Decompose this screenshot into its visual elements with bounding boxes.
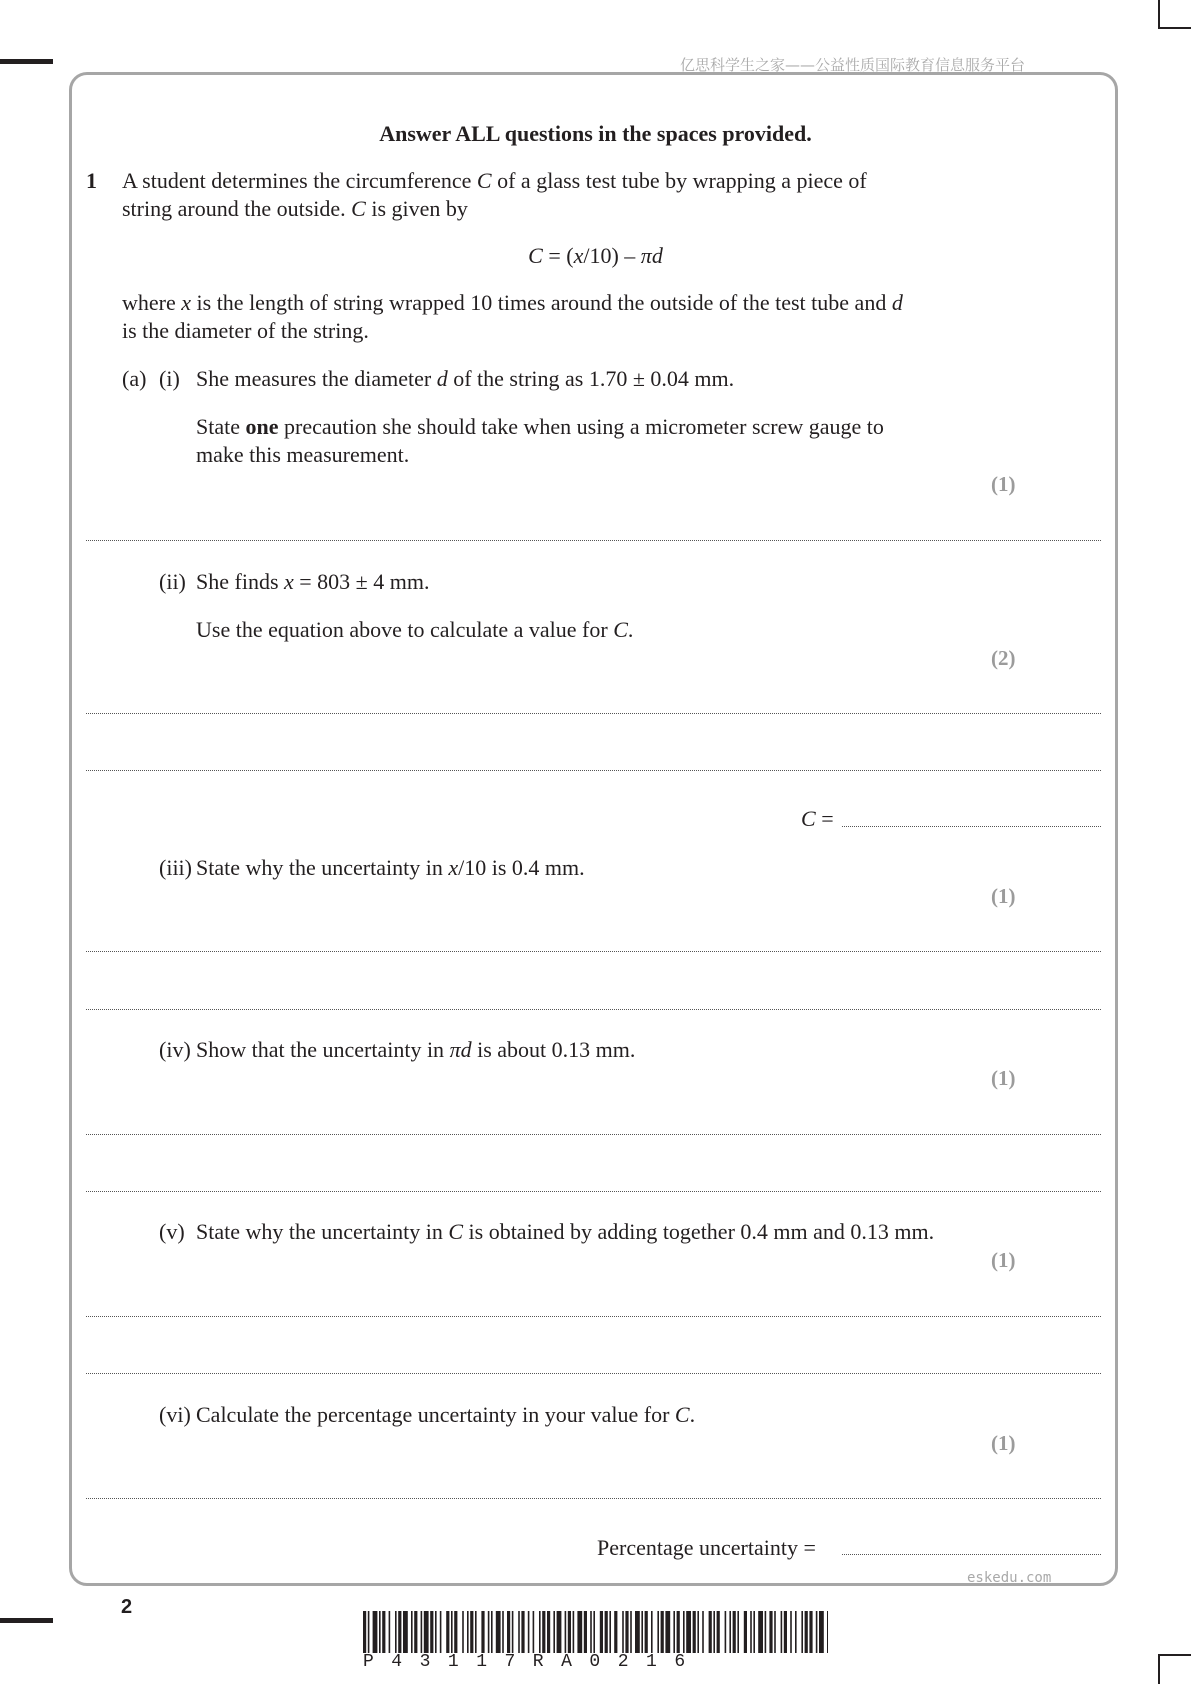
barcode-bar [673, 1611, 675, 1653]
part-i-marks: (1) [991, 472, 1016, 496]
crop-mark-bottom-right-h [1158, 1654, 1191, 1656]
barcode-bar [424, 1611, 429, 1653]
barcode-bar [547, 1611, 550, 1653]
barcode-bar [584, 1611, 587, 1653]
equation: C = (x/10) – πd [528, 243, 663, 268]
barcode-bar [557, 1611, 562, 1653]
barcode-bar [368, 1611, 370, 1653]
barcode-bar [573, 1611, 575, 1653]
barcode-bar [454, 1611, 457, 1653]
crop-mark-bottom-right [1158, 1654, 1160, 1684]
barcode-bar [382, 1611, 385, 1653]
barcode-bar [801, 1611, 803, 1653]
part-iv-label: (iv) [159, 1037, 191, 1062]
answer-line-ii-1[interactable] [86, 713, 1101, 714]
barcode-bar [784, 1611, 787, 1653]
barcode-bar [565, 1611, 567, 1653]
barcode-bar [496, 1611, 501, 1653]
barcode-bar [737, 1611, 739, 1653]
part-ii-task: Use the equation above to calculate a value for C. [196, 617, 634, 642]
part-ii-text: She finds x = 803 ± 4 mm. [196, 569, 430, 594]
answer-label-c: C = [801, 806, 834, 831]
where-line2: is the diameter of the string. [122, 318, 369, 343]
answer-line-v-2[interactable] [86, 1373, 1101, 1374]
barcode-bar [717, 1611, 720, 1653]
question-intro-line1: A student determines the circumference C of a glass test tube by wrapping a piece of [122, 168, 867, 193]
barcode-bar [816, 1611, 818, 1653]
part-vi-marks: (1) [991, 1431, 1016, 1455]
barcode-bar [446, 1611, 449, 1653]
barcode-bar [781, 1611, 783, 1653]
barcode-bar [819, 1611, 824, 1653]
barcode-bar [827, 1611, 828, 1653]
barcode-bar [600, 1611, 603, 1653]
barcode-bar [630, 1611, 632, 1653]
page-heading: Answer ALL questions in the spaces provided. [379, 121, 812, 146]
barcode-bar [769, 1611, 772, 1653]
barcode-bar [395, 1611, 397, 1653]
barcode-bar [765, 1611, 767, 1653]
barcode-bar [635, 1611, 640, 1653]
barcode-bar [512, 1611, 514, 1653]
barcode-bar [725, 1611, 727, 1653]
part-iv-marks: (1) [991, 1066, 1016, 1090]
part-ii-label: (ii) [159, 569, 186, 594]
barcode-bar [533, 1611, 535, 1653]
part-v-text: State why the uncertainty in C is obtained by adding together 0.4 mm and 0.13 mm. [196, 1219, 935, 1244]
barcode-bar [502, 1611, 504, 1653]
barcode-bar [774, 1611, 776, 1653]
barcode-bar [702, 1611, 704, 1653]
barcode-bar [758, 1611, 763, 1653]
barcode-bar [590, 1611, 592, 1653]
barcode-bar [488, 1611, 490, 1653]
barcode-bar [507, 1611, 510, 1653]
barcode-bar [665, 1611, 670, 1653]
answer-line-iii-1[interactable] [86, 951, 1101, 952]
barcode-bar [475, 1611, 477, 1653]
barcode-bar [411, 1611, 413, 1653]
barcode-bar [467, 1611, 469, 1653]
barcode-bar [805, 1611, 808, 1653]
answer-line-ii-2[interactable] [86, 770, 1101, 771]
barcode-bar [542, 1611, 545, 1653]
barcode-bar [651, 1611, 653, 1653]
barcode-bar [435, 1611, 437, 1653]
answer-line-i-1[interactable] [86, 540, 1101, 541]
barcode-bar [518, 1611, 520, 1653]
part-a-label: (a) [122, 366, 147, 391]
barcode-bar [451, 1611, 453, 1653]
barcode-bar [553, 1611, 555, 1653]
question-intro-line2: string around the outside. C is given by [122, 196, 468, 221]
barcode-bar [622, 1611, 624, 1653]
barcode-text: P43117RA0216 [363, 1652, 703, 1672]
barcode-bar [677, 1611, 680, 1653]
barcode-bar [657, 1611, 659, 1653]
barcode-bar [398, 1611, 401, 1653]
barcode-bar [641, 1611, 643, 1653]
barcode-bar [744, 1611, 747, 1653]
barcode-bar [593, 1611, 595, 1653]
barcode-bar [430, 1611, 433, 1653]
part-v-label: (v) [159, 1219, 185, 1244]
barcode-bar [697, 1611, 699, 1653]
barcode-bar [661, 1611, 664, 1653]
barcode-bar [521, 1611, 524, 1653]
part-i-text: She measures the diameter d of the string as 1.70 ± 0.04 mm. [196, 366, 735, 391]
part-iii-marks: (1) [991, 884, 1016, 908]
barcode-bar [539, 1611, 541, 1653]
part-ii-marks: (2) [991, 646, 1016, 670]
barcode-bar [790, 1611, 792, 1653]
barcode-bar [753, 1611, 755, 1653]
barcode-bar [373, 1611, 378, 1653]
barcode-bar [462, 1611, 464, 1653]
barcode-bar [750, 1611, 752, 1653]
barcode-bar [389, 1611, 391, 1653]
answer-field-c[interactable] [842, 826, 1101, 827]
part-i-task-line1: State one precaution she should take when using a micrometer screw gauge to [196, 414, 884, 439]
barcode-image [363, 1611, 828, 1653]
answer-field-percentage[interactable] [842, 1554, 1101, 1555]
part-iii-label: (iii) [159, 855, 192, 880]
margin-mark-top [0, 59, 53, 64]
barcode-bar [403, 1611, 408, 1653]
barcode-bar [528, 1611, 530, 1653]
part-vi-text: Calculate the percentage uncertainty in your value for C. [196, 1402, 696, 1427]
part-i-task-line2: make this measurement. [196, 442, 410, 467]
answer-line-vi-1[interactable] [86, 1498, 1101, 1499]
part-v-marks: (1) [991, 1248, 1016, 1272]
barcode-bar [809, 1611, 812, 1653]
answer-line-iv-2[interactable] [86, 1191, 1101, 1192]
barcode-bar [625, 1611, 628, 1653]
question-number: 1 [86, 168, 97, 193]
barcode-bar [577, 1611, 582, 1653]
margin-mark-bottom [0, 1618, 53, 1623]
answer-label-percentage: Percentage uncertainty = [597, 1535, 816, 1560]
crop-mark-top-right-h [1158, 27, 1191, 29]
crop-mark-top-right [1158, 0, 1160, 28]
barcode-bar [693, 1611, 696, 1653]
barcode-bar [379, 1611, 381, 1653]
barcode-bar [686, 1611, 691, 1653]
barcode-bar [713, 1611, 715, 1653]
barcode-bar [568, 1611, 571, 1653]
barcode-bar [795, 1611, 797, 1653]
barcode-bar [363, 1611, 366, 1653]
barcode-bar [709, 1611, 712, 1653]
watermark-bottom: eskedu.com [967, 1570, 1052, 1586]
part-vi-label: (vi) [159, 1402, 191, 1427]
part-i-label: (i) [159, 366, 180, 391]
answer-line-iii-2[interactable] [86, 1009, 1101, 1010]
barcode-bar [421, 1611, 423, 1653]
barcode-bar [470, 1611, 473, 1653]
barcode-bar [414, 1611, 417, 1653]
barcode-bar [491, 1611, 493, 1653]
barcode-bar [683, 1611, 685, 1653]
barcode-bar [605, 1611, 608, 1653]
watermark-top: 亿思科学生之家——公益性质国际教育信息服务平台 [680, 56, 1026, 74]
barcode-bar [729, 1611, 731, 1653]
barcode-bar [609, 1611, 611, 1653]
answer-line-v-1[interactable] [86, 1316, 1101, 1317]
barcode-bar [614, 1611, 617, 1653]
answer-line-iv-1[interactable] [86, 1134, 1101, 1135]
barcode-bar [645, 1611, 648, 1653]
barcode-bar [733, 1611, 736, 1653]
barcode-bar [440, 1611, 442, 1653]
barcode-bar [481, 1611, 484, 1653]
where-line1: where x is the length of string wrapped 10 times around the outside of the test tube and d [122, 290, 903, 315]
part-iv-text: Show that the uncertainty in πd is about 0.13 mm. [196, 1037, 636, 1062]
page-number: 2 [121, 1596, 133, 1618]
part-iii-text: State why the uncertainty in x/10 is 0.4 mm. [196, 855, 585, 880]
